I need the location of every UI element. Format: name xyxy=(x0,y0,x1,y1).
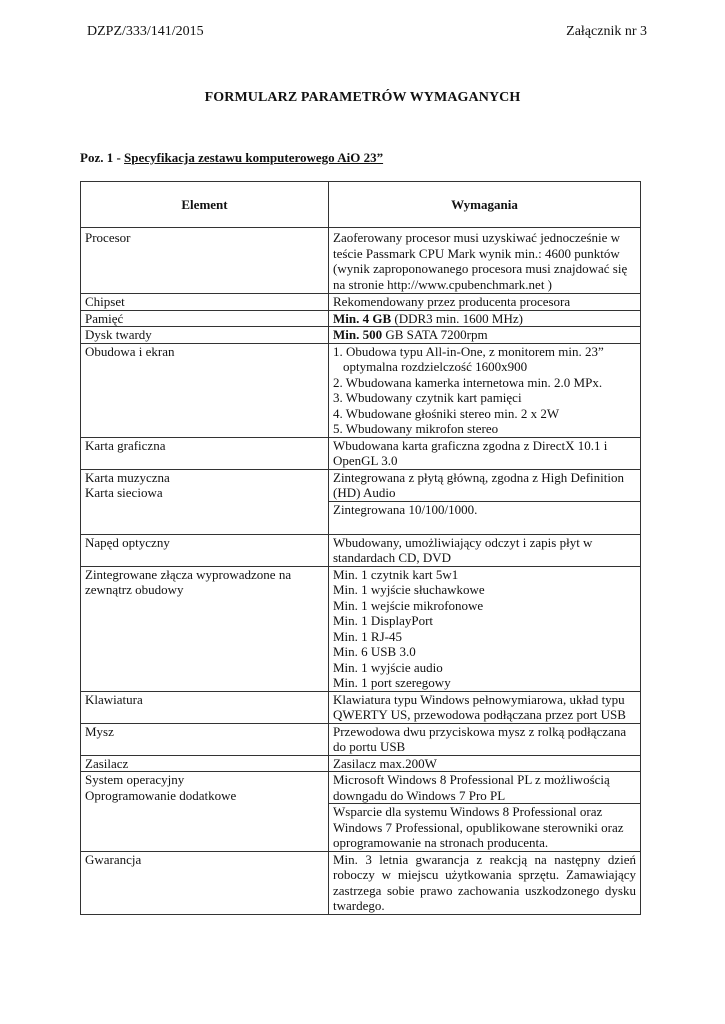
table-header-row xyxy=(81,182,641,228)
table-row-sound xyxy=(81,469,641,501)
table-row-warranty xyxy=(81,851,641,914)
requirement-cell: Wbudowana karta graficzna zgodna z DirectX 10.1 i OpenGL 3.0 xyxy=(329,437,641,469)
requirement-cell: Zasilacz max.200W xyxy=(329,755,641,772)
element-cell: Procesor xyxy=(81,228,329,294)
element-cell: Klawiatura xyxy=(81,691,329,723)
list-item: Min. 1 RJ-45 xyxy=(333,628,402,644)
list-item: 4. Wbudowane głośniki stereo min. 2 x 2W xyxy=(333,405,560,421)
table-row-ports xyxy=(81,566,641,691)
list-item: Min. 1 czytnik kart 5w1 xyxy=(333,566,459,582)
element-label: Karta muzyczna xyxy=(85,469,170,485)
requirement-cell: Min. 3 letnia gwarancja z reakcją na następny dzień roboczy w miejscu użytkowania sprzętu. Zamawiający zastrzega sobie prawo zachowania uszkodzonego dysku twardego. xyxy=(329,851,641,914)
element-cell: Gwarancja xyxy=(81,851,329,914)
requirement-cell: Zintegrowana 10/100/1000. xyxy=(329,501,641,534)
page-title: FORMULARZ PARAMETRÓW WYMAGANYCH xyxy=(204,90,521,105)
table-row-optical xyxy=(81,534,641,566)
element-cell: Napęd optyczny xyxy=(81,534,329,566)
element-cell: Zintegrowane złącza wyprowadzone na zewnątrz obudowy xyxy=(81,566,329,691)
requirement-cell: Klawiatura typu Windows pełnowymiarowa, układ typu QWERTY US, przewodowa podłączana przez port USB xyxy=(329,691,641,723)
list-item: Min. 1 wyjście audio xyxy=(333,659,443,675)
column-header-element: Element xyxy=(81,182,329,228)
element-cell: Karta graficzna xyxy=(81,437,329,469)
requirement-cell xyxy=(329,327,641,344)
element-label: Karta sieciowa xyxy=(85,485,163,500)
case-requirement-list xyxy=(333,344,636,437)
requirement-cell: Microsoft Windows 8 Professional PL z możliwością downgadu do Windows 7 Pro PL xyxy=(329,772,641,804)
list-item: Min. 1 wyjście słuchawkowe xyxy=(333,582,485,597)
element-cell: Mysz xyxy=(81,723,329,755)
element-label: Oprogramowanie dodatkowe xyxy=(85,787,237,803)
element-cell xyxy=(81,772,329,852)
table-row-psu xyxy=(81,755,641,772)
element-cell: Zasilacz xyxy=(81,755,329,772)
table-row-processor xyxy=(81,228,641,294)
element-label: System operacyjny xyxy=(85,772,185,787)
requirement-bold: Min. 500 xyxy=(333,327,383,342)
list-item: 1. Obudowa typu All-in-One, z monitorem min. 23” optymalna rozdzielczość 1600x900 xyxy=(333,343,604,374)
requirement-cell: Zaoferowany procesor musi uzyskiwać jednocześnie w teście Passmark CPU Mark wynik min.: 4600 punktów (wynik zaproponowanego procesora musi znajdować się na stronie http://www.cpubenchmark.net ) xyxy=(329,228,641,294)
column-header-requirements: Wymagania xyxy=(329,182,641,228)
list-item: Min. 1 DisplayPort xyxy=(333,613,434,628)
requirement-cell xyxy=(329,343,641,437)
element-cell: Dysk twardy xyxy=(81,327,329,344)
table-row-mouse xyxy=(81,723,641,755)
requirement-cell xyxy=(329,566,641,691)
requirement-cell xyxy=(329,310,641,327)
spec-table xyxy=(80,181,641,915)
position-label: Specyfikacja zestawu komputerowego AiO 23” xyxy=(124,150,384,165)
table-row-gpu xyxy=(81,437,641,469)
list-item: Min. 6 USB 3.0 xyxy=(333,644,416,659)
table-row-case xyxy=(81,343,641,437)
position-heading xyxy=(80,150,383,166)
position-prefix: Poz. 1 - xyxy=(80,150,125,165)
element-cell: Obudowa i ekran xyxy=(81,343,329,437)
element-cell xyxy=(81,469,329,534)
element-cell: Pamięć xyxy=(81,310,329,327)
list-item: 3. Wbudowany czytnik kart pamięci xyxy=(333,390,522,405)
requirement-cell: Zintegrowana z płytą główną, zgodna z High Definition (HD) Audio xyxy=(329,469,641,501)
list-item: Min. 1 wejście mikrofonowe xyxy=(333,597,484,613)
requirement-bold: Min. 4 GB xyxy=(333,310,392,326)
requirement-cell: Wsparcie dla systemu Windows 8 Professional oraz Windows 7 Professional, opublikowane sterowniki oraz oprogramowanie na stronach producenta. xyxy=(329,804,641,852)
requirement-cell: Przewodowa dwu przyciskowa mysz z rolką podłączana do portu USB xyxy=(329,723,641,755)
requirement-rest: GB SATA 7200rpm xyxy=(382,327,488,342)
requirement-rest: (DDR3 min. 1600 MHz) xyxy=(391,310,523,326)
table-row-chipset xyxy=(81,294,641,311)
table-row-os xyxy=(81,772,641,804)
table-row-keyboard xyxy=(81,691,641,723)
table-row-disk xyxy=(81,327,641,344)
list-item: 2. Wbudowana kamerka internetowa min. 2.0 MPx. xyxy=(333,374,603,390)
requirement-cell: Wbudowany, umożliwiający odczyt i zapis płyt w standardach CD, DVD xyxy=(329,534,641,566)
requirement-cell: Rekomendowany przez producenta procesora xyxy=(329,294,641,311)
list-item: 5. Wbudowany mikrofon stereo xyxy=(333,421,499,436)
element-cell: Chipset xyxy=(81,294,329,311)
annex-label: Załącznik nr 3 xyxy=(566,24,647,39)
list-item: Min. 1 port szeregowy xyxy=(333,675,451,690)
document-reference: DZPZ/333/141/2015 xyxy=(87,24,204,39)
table-row-memory xyxy=(81,310,641,327)
